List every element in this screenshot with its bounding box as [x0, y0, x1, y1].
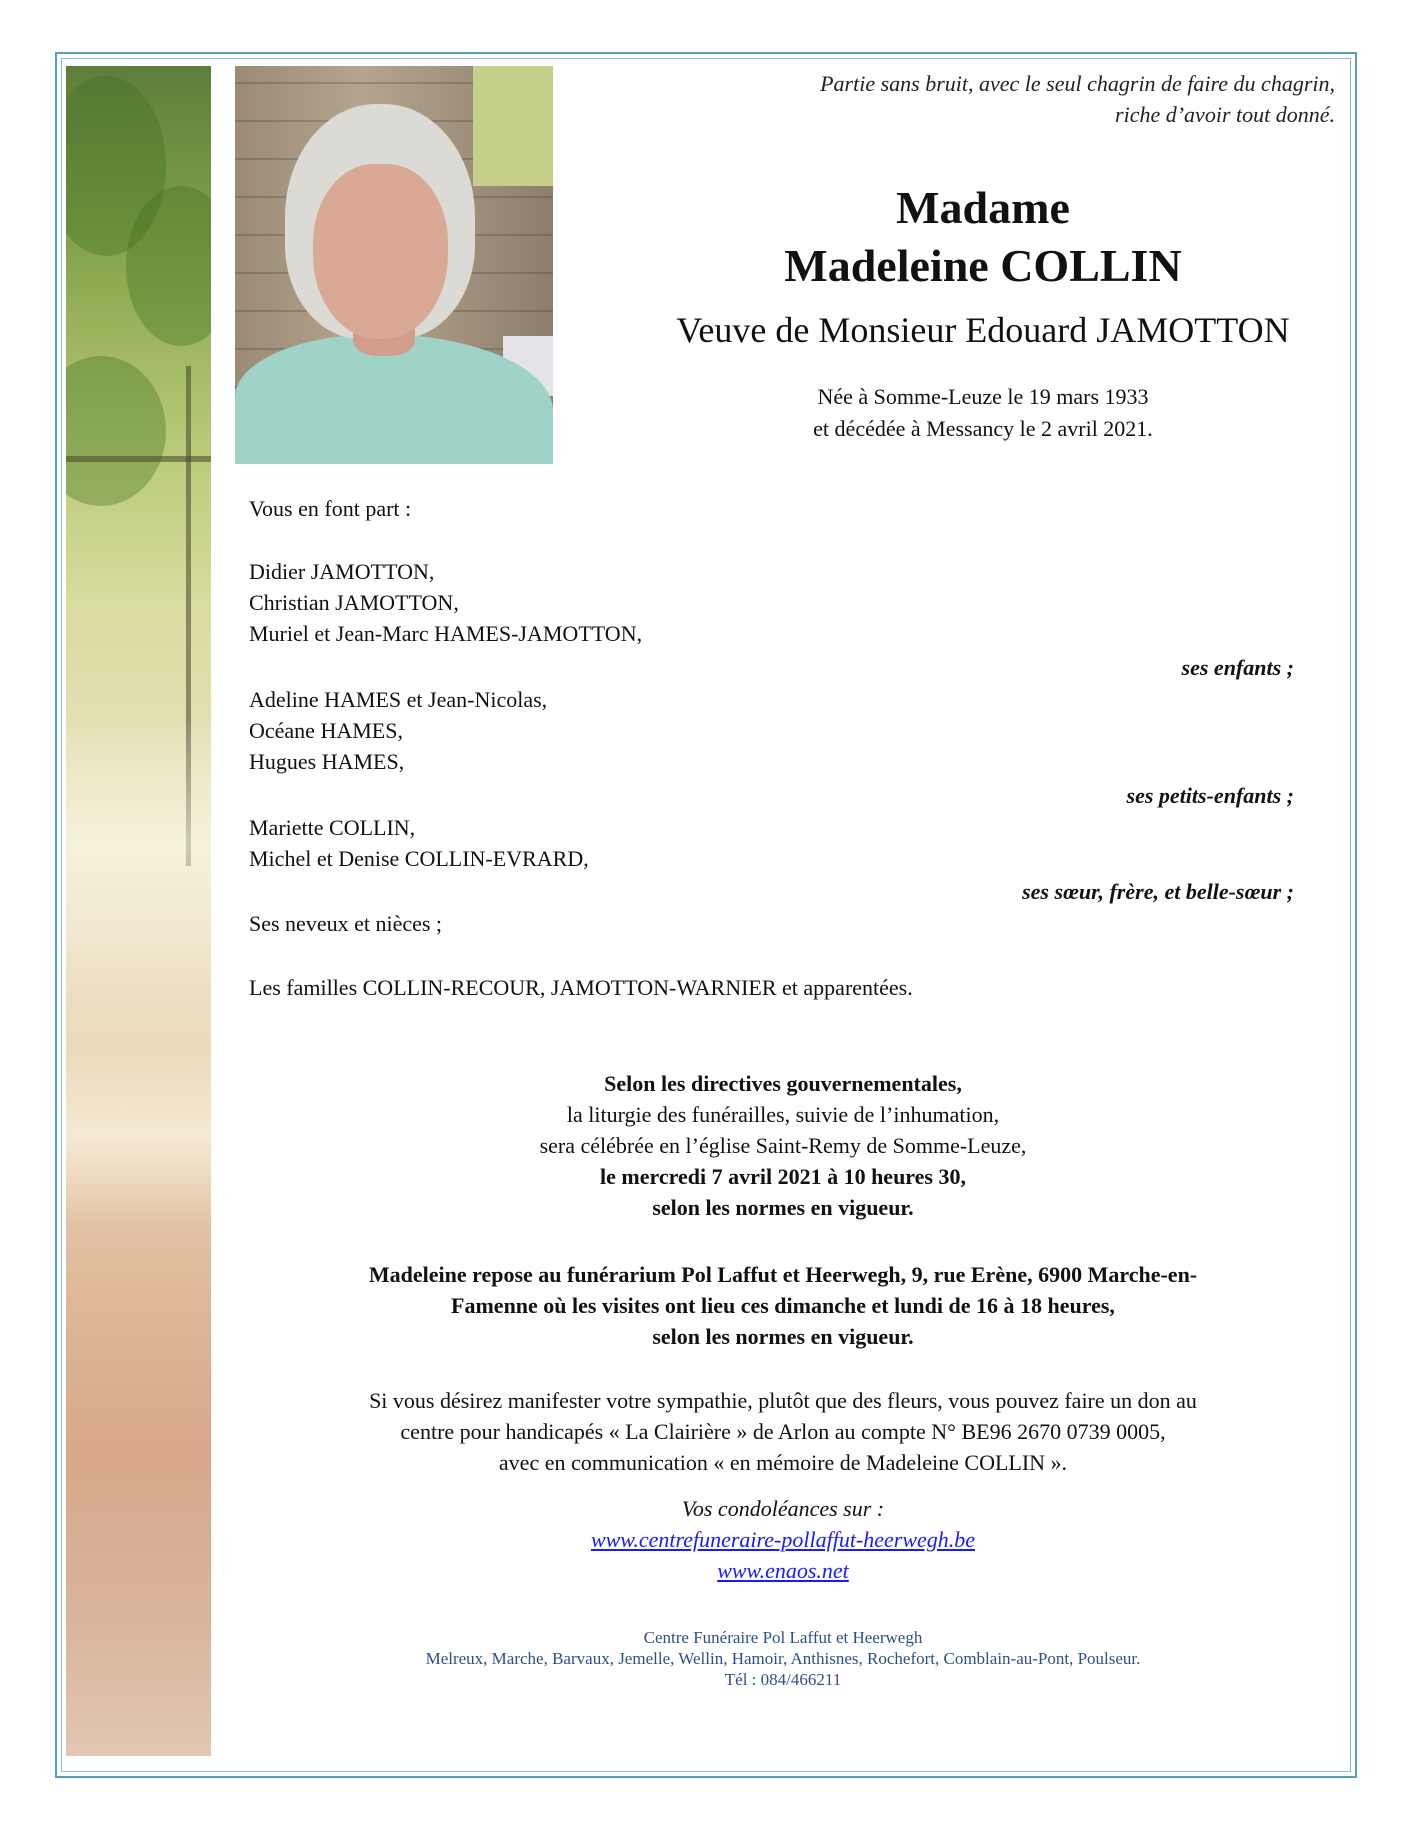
list-item: Didier JAMOTTON, [249, 559, 435, 584]
announce-line: Vous en font part : [249, 496, 412, 521]
forest-path-image [66, 66, 211, 1756]
ceremony-line: la liturgie des funérailles, suivie de l’inhumation, [566, 1102, 1000, 1127]
light-ray [66, 1046, 211, 1226]
list-item: Mariette COLLIN, [249, 815, 416, 840]
donation-block [210, 1385, 1356, 1478]
condolences-block [210, 1493, 1356, 1586]
children-list [249, 556, 642, 649]
grandchildren-role: ses petits-enfants ; [1126, 783, 1294, 808]
donation-line: Si vous désirez manifester votre sympathie, plutôt que des fleurs, vous pouvez faire un don au [369, 1388, 1197, 1413]
ceremony-block [210, 1068, 1356, 1223]
deceased-name: Madeleine COLLIN [784, 240, 1182, 291]
quote-line: Partie sans bruit, avec le seul chagrin de faire du chagrin, [820, 71, 1335, 96]
funerarium-line: Madeleine repose au funérarium Pol Laffut et Heerwegh, 9, rue Erène, 6900 Marche-en- [368, 1262, 1198, 1287]
honorific: Madame [896, 182, 1070, 233]
quote-line: riche d’avoir tout donné. [1115, 102, 1335, 127]
death-line: et décédée à Messancy le 2 avril 2021. [813, 416, 1153, 441]
list-item: Christian JAMOTTON, [249, 590, 459, 615]
children-role: ses enfants ; [1181, 655, 1294, 680]
footer-block [210, 1627, 1356, 1690]
list-item: Adeline HAMES et Jean-Nicolas, [249, 687, 548, 712]
ceremony-line: sera célébrée en l’église Saint-Remy de Somme-Leuze, [539, 1133, 1027, 1158]
ceremony-line: selon les normes en vigueur. [652, 1195, 914, 1220]
list-item: Océane HAMES, [249, 718, 403, 743]
ceremony-line: le mercredi 7 avril 2021 à 10 heures 30, [600, 1164, 966, 1189]
funerarium-block [210, 1259, 1356, 1352]
footer-phone: Tél : 084/466211 [724, 1670, 842, 1689]
list-item: Hugues HAMES, [249, 749, 405, 774]
widow-of: Veuve de Monsieur Edouard JAMOTTON [676, 310, 1290, 350]
ceremony-line: Selon les directives gouvernementales, [604, 1071, 962, 1096]
light-ray [66, 716, 211, 976]
siblings-role: ses sœur, frère, et belle-sœur ; [1022, 879, 1294, 904]
grandchildren-list [249, 684, 547, 777]
donation-line: centre pour handicapés « La Clairière » de Arlon au compte N° BE96 2670 0739 0005, [400, 1419, 1166, 1444]
condolences-label: Vos condoléances sur : [681, 1496, 885, 1521]
portrait-photo [235, 66, 553, 464]
birth-death-dates [553, 381, 1413, 445]
footer-company: Centre Funéraire Pol Laffut et Heerwegh [643, 1628, 923, 1647]
funerarium-line: Famenne où les visites ont lieu ces dimanche et lundi de 16 à 18 heures, [451, 1293, 1115, 1318]
donation-line: avec en communication « en mémoire de Madeleine COLLIN ». [498, 1450, 1068, 1475]
nephews-line: Ses neveux et nièces ; [249, 911, 443, 936]
enaos-link[interactable]: www.enaos.net [717, 1558, 849, 1583]
families-line: Les familles COLLIN-RECOUR, JAMOTTON-WARNIER et apparentées. [249, 975, 913, 1000]
list-item: Michel et Denise COLLIN-EVRARD, [249, 846, 589, 871]
footer-locations: Melreux, Marche, Barvaux, Jemelle, Wellin, Hamoir, Anthisnes, Rochefort, Comblain-au-Pont, Poulseur. [425, 1649, 1141, 1668]
siblings-list [249, 812, 589, 874]
birth-line: Née à Somme-Leuze le 19 mars 1933 [817, 384, 1149, 409]
list-item: Muriel et Jean-Marc HAMES-JAMOTTON, [249, 621, 643, 646]
foliage [66, 356, 166, 506]
funerarium-line: selon les normes en vigueur. [652, 1324, 914, 1349]
funeral-center-link[interactable]: www.centrefuneraire-pollaffut-heerwegh.be [590, 1527, 976, 1552]
epitaph-quote [820, 68, 1335, 130]
